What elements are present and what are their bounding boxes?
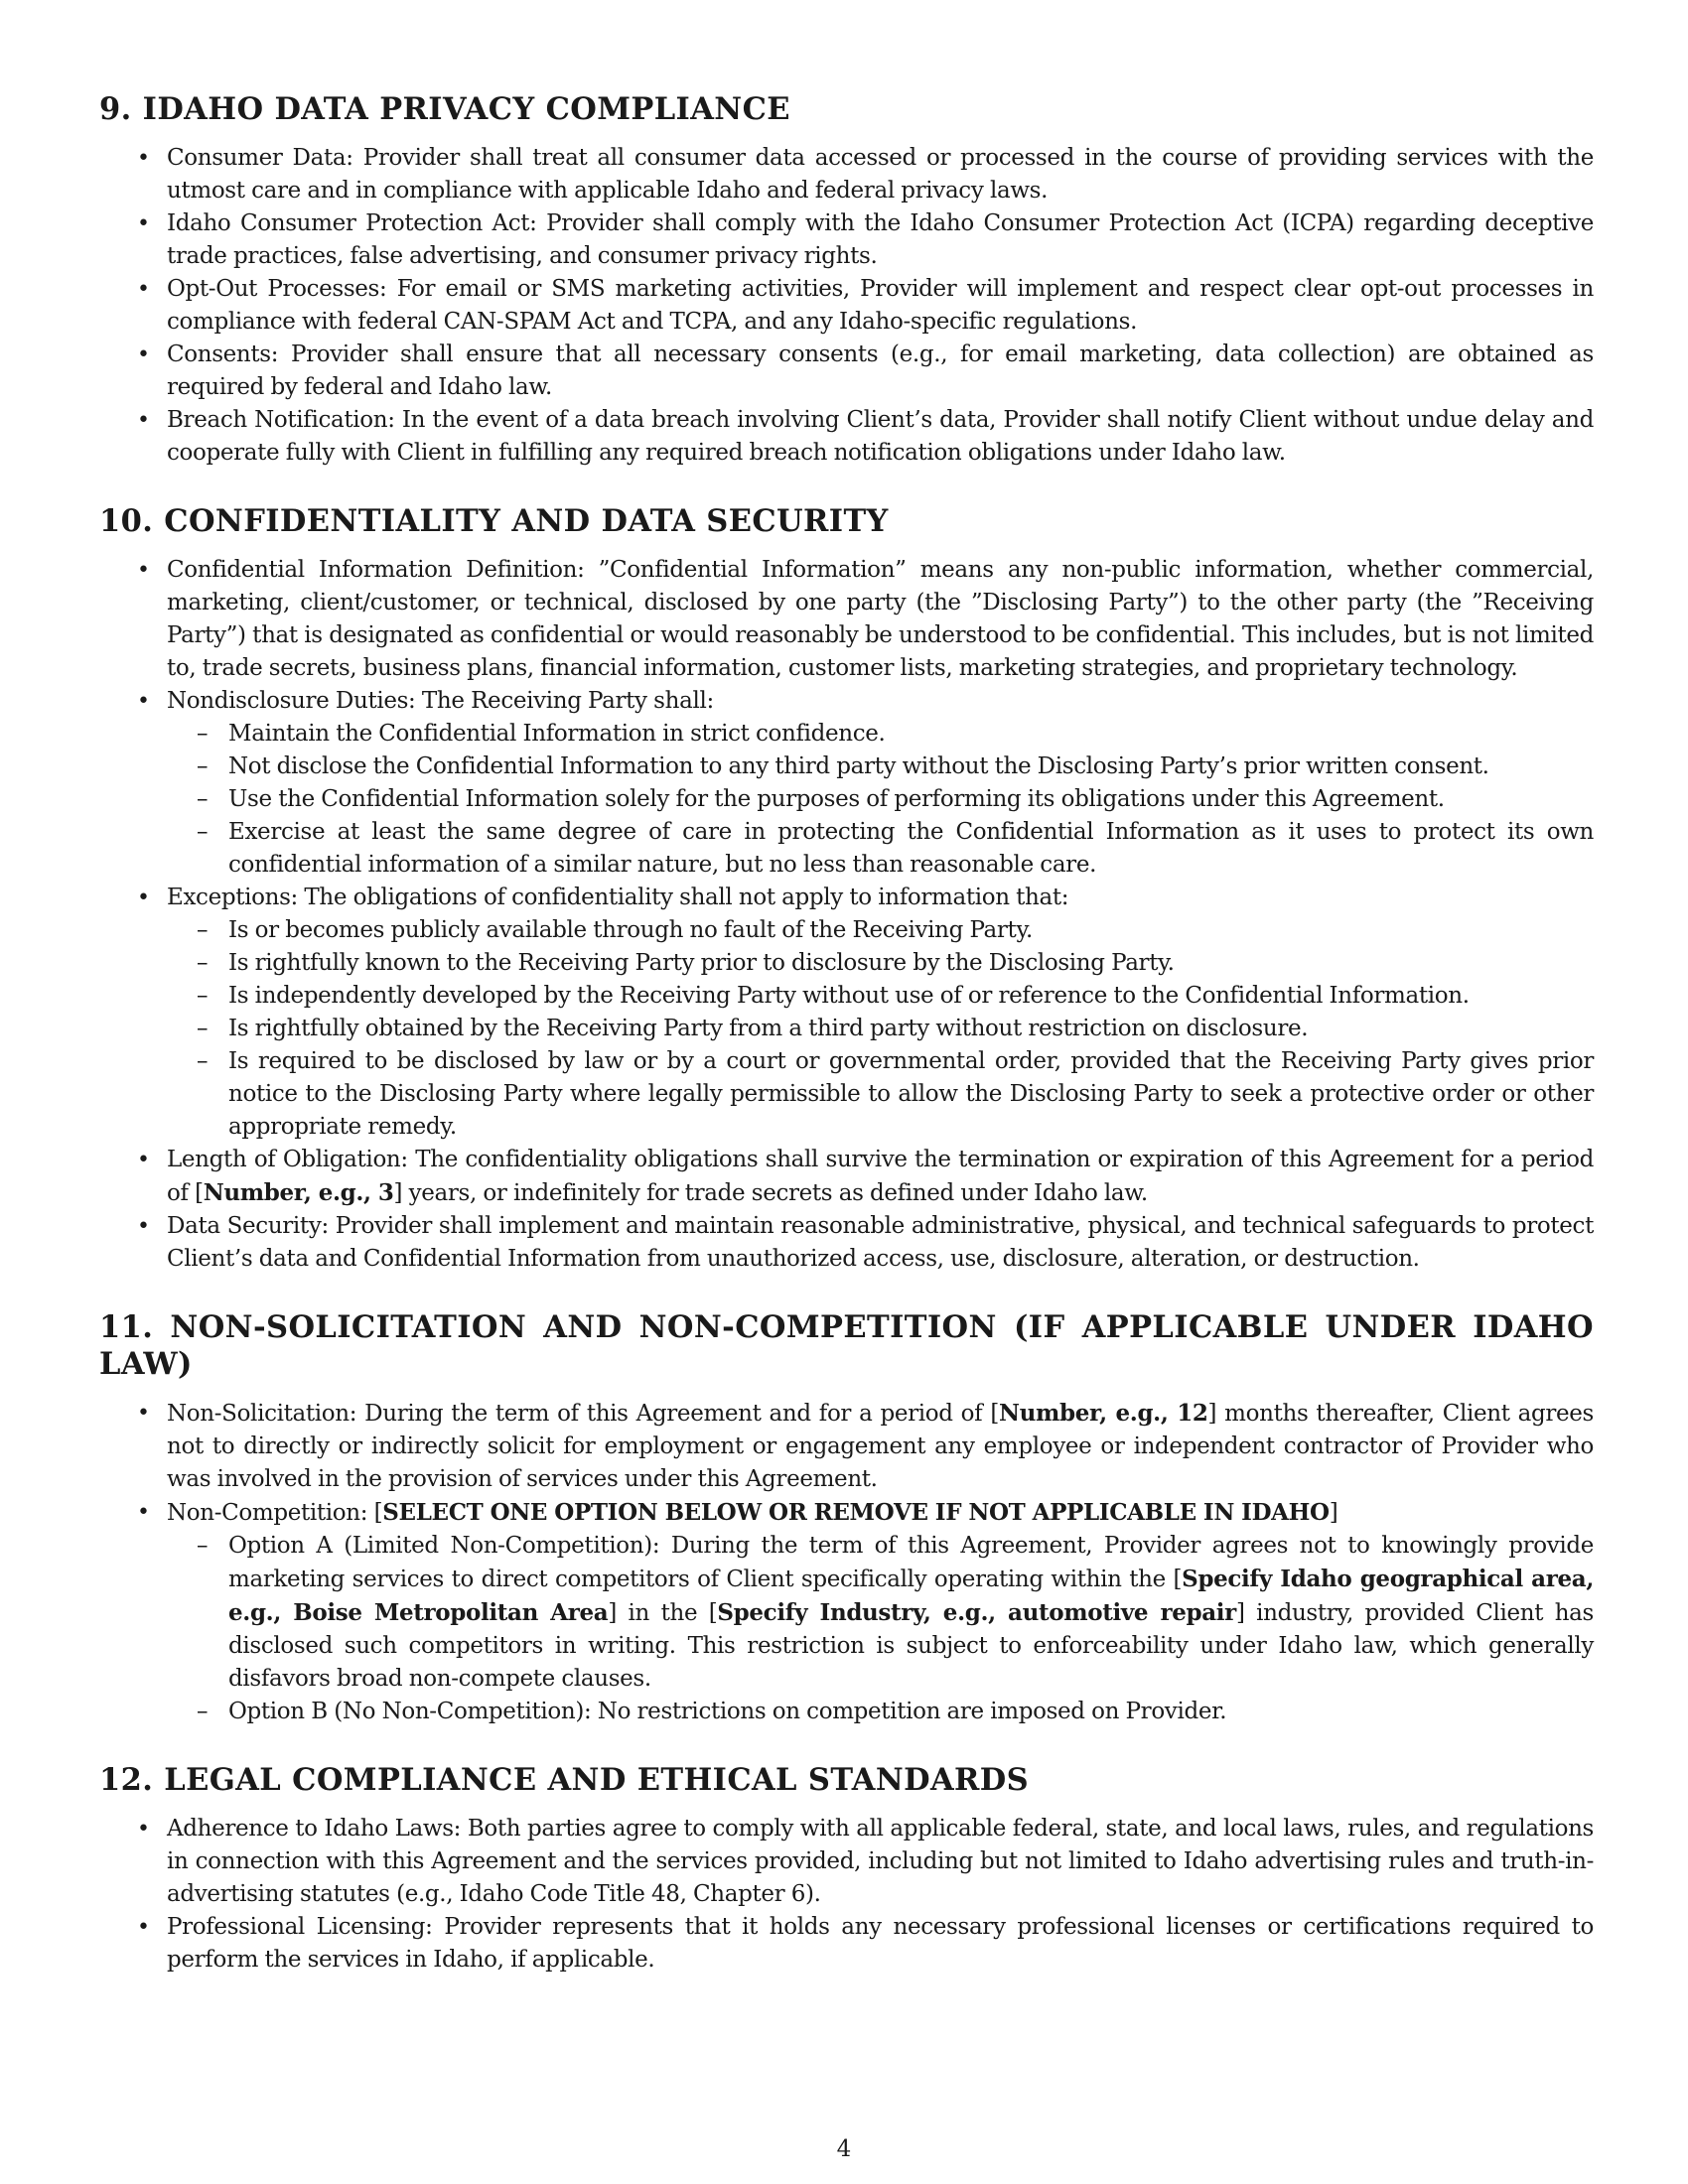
bullet-list [99, 1397, 1594, 1728]
bullet-icon: • [137, 1915, 150, 1940]
section-9 [99, 91, 1594, 470]
bullet-icon: • [137, 886, 150, 910]
bullet-icon: • [137, 558, 150, 583]
list-item: • Consents: Provider shall ensure that all necessary consents (e.g., for email marketing, data collection) are obtained as required by federal and Idaho law. [99, 339, 1594, 404]
bullet-icon: • [137, 1817, 150, 1842]
page-number: 4 [836, 2136, 852, 2162]
list-item: • Nondisclosure Duties: The Receiving Party shall: – Maintain the Confidential Information in strict confidence. – Not disclose the Confidential Information to any third party without the Disclosing Party’s prior written consent. – Use the Confidential Information solely for the purposes of performing its obligations under this Agreement. – Exercise at least the same degree of care in protecting the Confidential Information as it uses to protect its own confidential information of a similar nature, but no less than reasonable care. [99, 685, 1594, 882]
dash-icon: – [197, 786, 209, 812]
dash-icon: – [197, 1016, 209, 1041]
section-heading: 12. LEGAL COMPLIANCE AND ETHICAL STANDARDS [99, 1762, 1030, 1798]
bullet-icon: • [137, 277, 150, 302]
list-item: • Adherence to Idaho Laws: Both parties agree to comply with all applicable federal, state, and local laws, rules, and regulations in connection with this Agreement and the services provided, including but not limited to Idaho advertising rules and truth-in-advertising statutes (e.g., Idaho Code Title 48, Chapter 6). [99, 1813, 1594, 1911]
list-item: • Non-Solicitation: During the term of this Agreement and for a period of [Number, e.g., 12] months thereafter, Client agrees not to directly or indirectly solicit for employment or engagement any employee or independent contractor of Provider who was involved in the provision of services under this Agreement. [99, 1397, 1594, 1496]
dash-icon: – [197, 1048, 209, 1074]
list-item: • Consumer Data: Provider shall treat all consumer data accessed or processed in the course of providing services with the utmost care and in compliance with applicable Idaho and federal privacy laws. [99, 142, 1594, 207]
bullet-icon: • [137, 1214, 150, 1239]
section-heading: 10. CONFIDENTIALITY AND DATA SECURITY [99, 503, 889, 539]
list-item: • Exceptions: The obligations of confidentiality shall not apply to information that: – Is or becomes publicly available through no fault of the Receiving Party. – Is rightfully known to the Receiving Party prior to disclosure by the Disclosing Party. – Is independently developed by the Receiving Party without use of or reference to the Confidential Information. – Is rightfully obtained by the Receiving Party from a third party without restriction on disclosure. – Is required to be disclosed by law or by a court or governmental order, provided that the Receiving Party gives prior notice to the Disclosing Party where legally permissible to allow the Disclosing Party to seek a protective order or other appropriate remedy. [99, 882, 1594, 1144]
sub-list-item: – Option B (No Non-Competition): No restrictions on competition are imposed on Provider. [167, 1696, 1594, 1728]
section-heading: 11. NON-SOLICITATION AND NON-COMPETITION (IF APPLICABLE UNDER IDAHO LAW) [99, 1309, 1594, 1382]
dash-icon: – [197, 1533, 209, 1559]
bullet-icon: • [137, 1401, 150, 1426]
sub-list [167, 914, 1594, 1144]
list-item: • Opt-Out Processes: For email or SMS marketing activities, Provider will implement and respect clear opt-out processes in compliance with federal CAN-SPAM Act and TCPA, and any Idaho-specific regulations. [99, 273, 1594, 339]
placeholder-field: Number, e.g., 3 [203, 1179, 394, 1206]
section-heading: 9. IDAHO DATA PRIVACY COMPLIANCE [99, 91, 790, 127]
bullet-icon: • [137, 342, 150, 367]
bullet-icon: • [137, 689, 150, 714]
section-10 [99, 503, 1594, 1276]
list-item: • Length of Obligation: The confidentiality obligations shall survive the termination or expiration of this Agreement for a period of [Number, e.g., 3] years, or indefinitely for trade secrets as defined under Idaho law. [99, 1144, 1594, 1210]
bullet-icon: • [137, 146, 150, 171]
sub-list-item: – Maintain the Confidential Information in strict confidence. [167, 718, 1594, 751]
list-item: • Idaho Consumer Protection Act: Provider shall comply with the Idaho Consumer Protection Act (ICPA) regarding deceptive trade practices, false advertising, and consumer privacy rights. [99, 207, 1594, 273]
bullet-icon: • [137, 408, 150, 433]
placeholder-field: Specify Industry, e.g., automotive repair [717, 1599, 1236, 1626]
sub-list-item: – Exercise at least the same degree of care in protecting the Confidential Information as it uses to protect its own confidential information of a similar nature, but no less than reasonable care. [167, 816, 1594, 882]
placeholder-field: Specify Idaho geographical area, e.g., Boise Metropolitan Area [228, 1566, 1594, 1626]
bullet-list [99, 554, 1594, 1276]
bullet-list [99, 142, 1594, 470]
sub-list [167, 1530, 1594, 1728]
bullet-icon: • [137, 211, 150, 236]
section-11 [99, 1309, 1594, 1728]
bullet-icon: • [137, 1500, 150, 1525]
document-page [99, 91, 1594, 2010]
list-item: • Breach Notification: In the event of a data breach involving Client’s data, Provider shall notify Client without undue delay and cooperate fully with Client in fulfilling any required breach notification obligations under Idaho law. [99, 404, 1594, 470]
sub-list-item: – Is or becomes publicly available through no fault of the Receiving Party. [167, 914, 1594, 947]
list-item: • Non-Competition: [SELECT ONE OPTION BELOW OR REMOVE IF NOT APPLICABLE IN IDAHO] – Option A (Limited Non-Competition): During the term of this Agreement, Provider agrees not to knowingly provide marketing services to direct competitors of Client specifically operating within the [Specify Idaho geographical area, e.g., Boise Metropolitan Area] in the [Specify Industry, e.g., automotive repair] industry, provided Client has disclosed such competitors in writing. This restriction is subject to enforceability under Idaho law, which generally disfavors broad non-compete clauses. – Option B (No Non-Competition): No restrictions on competition are imposed on Provider. [99, 1496, 1594, 1728]
sub-list-item: – Is rightfully obtained by the Receiving Party from a third party without restriction on disclosure. [167, 1013, 1594, 1045]
dash-icon: – [197, 950, 209, 976]
sub-list-item: – Is required to be disclosed by law or by a court or governmental order, provided that the Receiving Party gives prior notice to the Disclosing Party where legally permissible to allow the Disclosing Party to seek a protective order or other appropriate remedy. [167, 1045, 1594, 1144]
sub-list [167, 718, 1594, 882]
dash-icon: – [197, 819, 209, 845]
dash-icon: – [197, 983, 209, 1009]
list-item: • Data Security: Provider shall implement and maintain reasonable administrative, physical, and technical safeguards to protect Client’s data and Confidential Information from unauthorized access, use, disclosure, alteration, or destruction. [99, 1210, 1594, 1276]
sub-list-item: – Is independently developed by the Receiving Party without use of or reference to the Confidential Information. [167, 980, 1594, 1013]
sub-list-item: – Option A (Limited Non-Competition): During the term of this Agreement, Provider agrees not to knowingly provide marketing services to direct competitors of Client specifically operating within the [Specify Idaho geographical area, e.g., Boise Metropolitan Area] in the [Specify Industry, e.g., automotive repair] industry, provided Client has disclosed such competitors in writing. This restriction is subject to enforceability under Idaho law, which generally disfavors broad non-compete clauses. [167, 1530, 1594, 1696]
dash-icon: – [197, 753, 209, 779]
dash-icon: – [197, 721, 209, 747]
section-12 [99, 1762, 1594, 1977]
sub-list-item: – Not disclose the Confidential Information to any third party without the Disclosing Party’s prior written consent. [167, 751, 1594, 783]
sub-list-item: – Use the Confidential Information solely for the purposes of performing its obligations under this Agreement. [167, 783, 1594, 816]
bullet-icon: • [137, 1148, 150, 1172]
bullet-list [99, 1813, 1594, 1977]
placeholder-field: SELECT ONE OPTION BELOW OR REMOVE IF NOT APPLICABLE IN IDAHO [382, 1499, 1330, 1526]
list-item: • Professional Licensing: Provider represents that it holds any necessary professional licenses or certifications required to perform the services in Idaho, if applicable. [99, 1911, 1594, 1977]
dash-icon: – [197, 917, 209, 943]
dash-icon: – [197, 1699, 209, 1724]
placeholder-field: Number, e.g., 12 [998, 1400, 1208, 1427]
sub-list-item: – Is rightfully known to the Receiving Party prior to disclosure by the Disclosing Party. [167, 947, 1594, 980]
list-item: • Confidential Information Definition: ”Confidential Information” means any non-public information, whether commercial, marketing, client/customer, or technical, disclosed by one party (the ”Disclosing Party”) to the other party (the ”Receiving Party”) that is designated as confidential or would reasonably be understood to be confidential. This includes, but is not limited to, trade secrets, business plans, financial information, customer lists, marketing strategies, and proprietary technology. [99, 554, 1594, 685]
